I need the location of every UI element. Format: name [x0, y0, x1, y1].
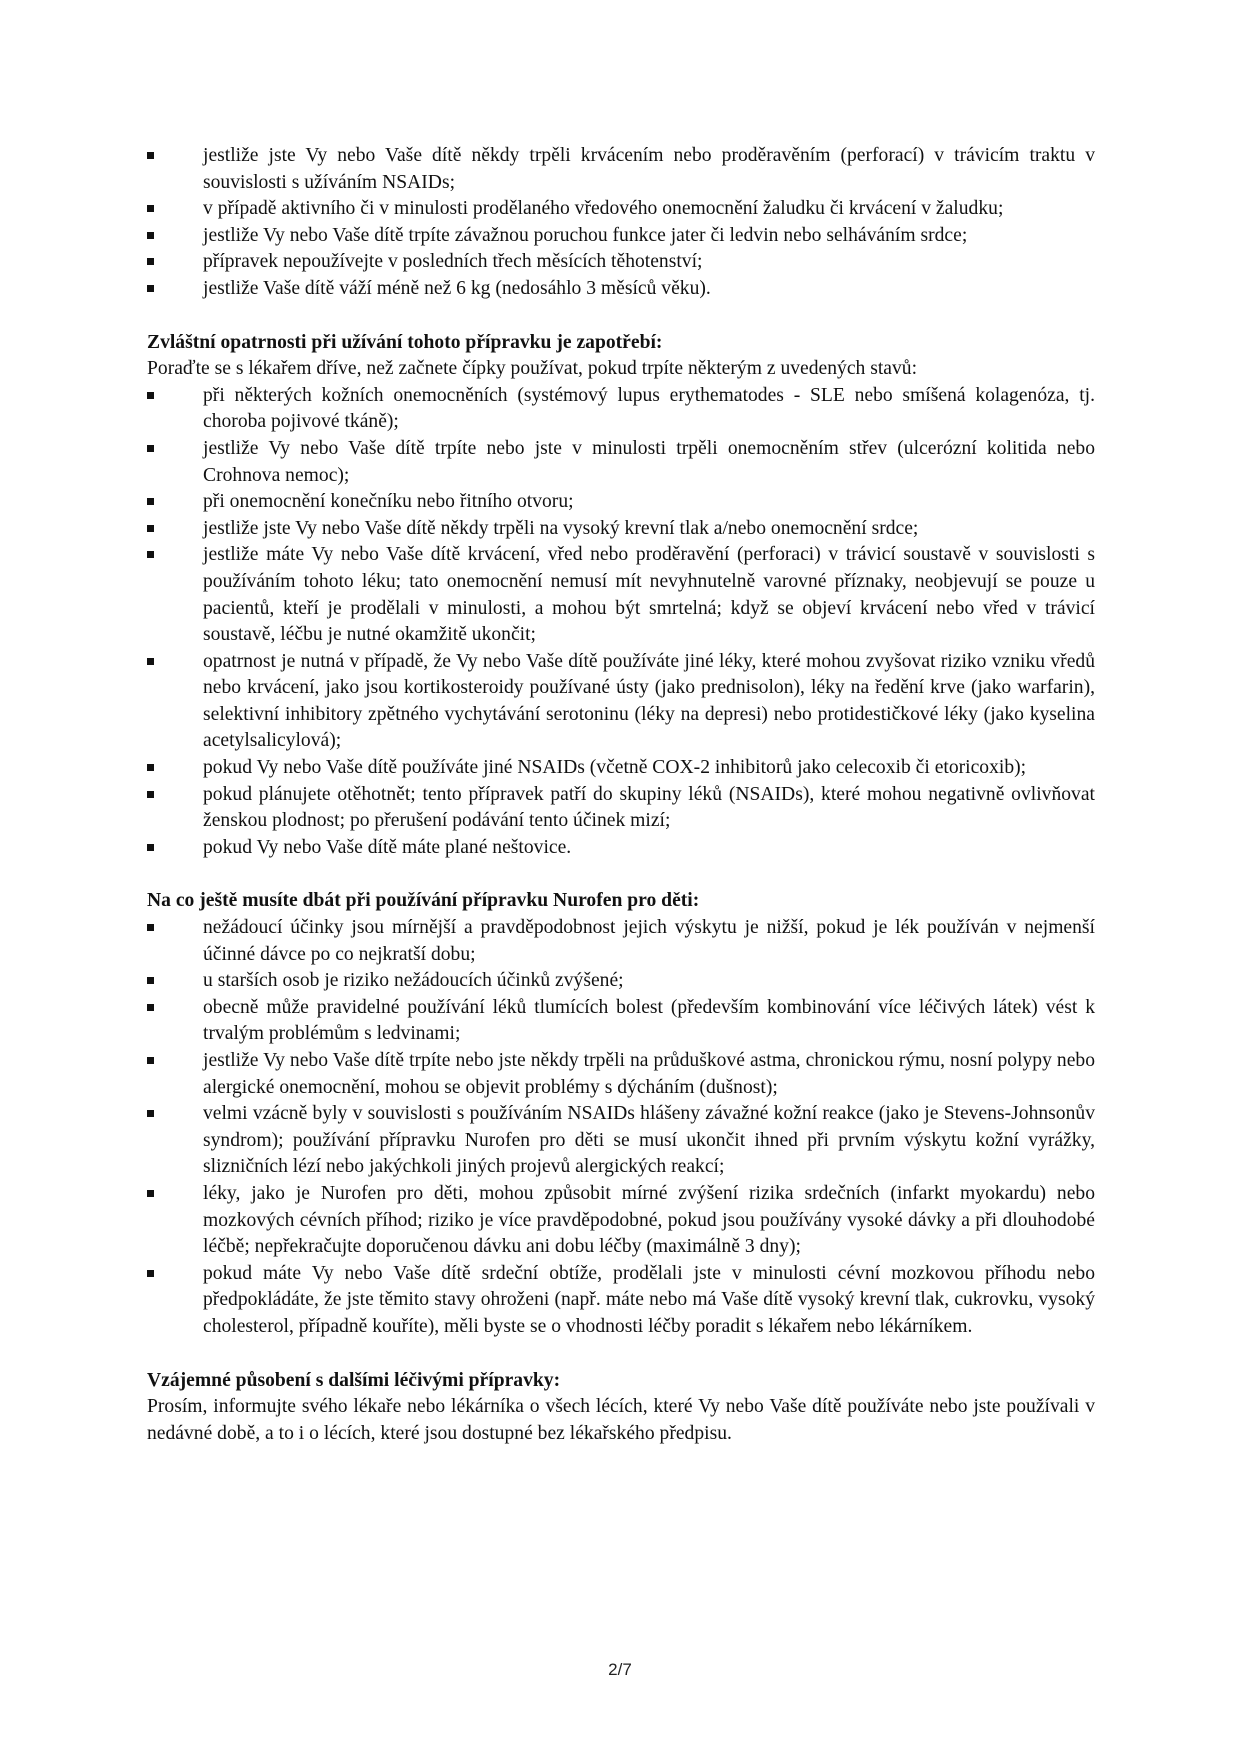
square-bullet-icon [147, 285, 154, 292]
list-item-text: pokud Vy nebo Vaše dítě používáte jiné NSAIDs (včetně COX-2 inhibitorů jako celecoxib či etoricoxib); [203, 757, 1027, 779]
page-number: 2/7 [608, 1660, 632, 1679]
square-bullet-icon [147, 1004, 154, 1011]
caution-heading: Zvláštní opatrnosti při užívání tohoto přípravku je zapotřebí: [147, 331, 663, 353]
list-item [147, 968, 1095, 995]
square-bullet-icon [147, 844, 154, 851]
square-bullet-icon [147, 1270, 154, 1277]
list-item-text: u starších osob je riziko nežádoucích účinků zvýšené; [203, 970, 624, 992]
list-item-text: velmi vzácně byly v souvislosti s používáním NSAIDs hlášeny závažné kožní reakce (jako je Stevens-Johnsonův syndrom); používání přípravku Nurofen pro děti se musí ukončit ihned při prvním výskytu kožní vyrážky, slizničních lézí nebo jakýchkoli jiných projevů alergických reakcí; [203, 1103, 1095, 1178]
interactions-text: Prosím, informujte svého lékaře nebo lékárníka o všech lécích, které Vy nebo Vaše dítě používáte nebo jste používali v nedávné době, a to i o lécích, které jsou dostupné bez lékařského předpisu. [147, 1396, 1095, 1444]
list-item [147, 1101, 1095, 1181]
list-item [147, 196, 1095, 223]
list-item-text: jestliže máte Vy nebo Vaše dítě krvácení, vřed nebo proděravění (perforaci) v trávicí soustavě v souvislosti s používáním tohoto léku; tato onemocnění nemusí mít nevyhnutelně varovné příznaky, neobjevují se pouze u pacientů, kteří je prodělali v minulosti, a mohou být smrtelná; když se objeví krvácení nebo vřed v trávicí soustavě, léčbu je nutné okamžitě ukončit; [203, 544, 1095, 646]
square-bullet-icon [147, 498, 154, 505]
list-item [147, 995, 1095, 1048]
list-item-text: pokud Vy nebo Vaše dítě máte plané neštovice. [203, 836, 572, 858]
square-bullet-icon [147, 658, 154, 665]
list-item-text: jestliže jste Vy nebo Vaše dítě někdy trpěli na vysoký krevní tlak a/nebo onemocnění srdce; [203, 517, 919, 539]
list-item-text: jestliže Vy nebo Vaše dítě trpíte nebo jste v minulosti trpěli onemocněním střev (ulcerózní kolitida nebo Crohnova nemoc); [203, 437, 1095, 486]
list-item [147, 489, 1095, 516]
list-item-text: jestliže jste Vy nebo Vaše dítě někdy trpěli krvácením nebo proděravěním (perforací) v trávicím traktu v souvislosti s užíváním NSAIDs; [203, 145, 1095, 193]
list-item-text: léky, jako je Nurofen pro děti, mohou způsobit mírné zvýšení rizika srdečních (infarkt myokardu) nebo mozkových cévních příhod; riziko je více pravděpodobné, pokud jsou používány vysoké dávky a při dlouhodobé léčbě; nepřekračujte doporučenou dávku ani dobu léčby (maximálně 3 dny); [203, 1182, 1095, 1258]
list-item [147, 276, 1095, 303]
document-page [147, 143, 1095, 1447]
list-item-text: přípravek nepoužívejte v posledních třech měsících těhotenství; [203, 251, 703, 273]
square-bullet-icon [147, 924, 154, 931]
list-item [147, 649, 1095, 755]
list-item [147, 436, 1095, 489]
list-item [147, 915, 1095, 968]
square-bullet-icon [147, 764, 154, 771]
list-item-text: jestliže Vaše dítě váží méně než 6 kg (nedosáhlo 3 měsíců věku). [203, 277, 711, 299]
square-bullet-icon [147, 1110, 154, 1117]
list-item-text: jestliže Vy nebo Vaše dítě trpíte závažnou poruchou funkce jater či ledvin nebo selháváním srdce; [203, 224, 968, 246]
square-bullet-icon [147, 258, 154, 265]
list-item-text: pokud plánujete otěhotnět; tento přípravek patří do skupiny léků (NSAIDs), které mohou negativně ovlivňovat ženskou plodnost; po přerušení podávání tento účinek mizí; [203, 783, 1095, 832]
square-bullet-icon [147, 392, 154, 399]
attention-list [147, 915, 1095, 1341]
square-bullet-icon [147, 551, 154, 558]
list-item-text: opatrnost je nutná v případě, že Vy nebo Vaše dítě používáte jiné léky, které mohou zvyšovat riziko vzniku vředů nebo krvácení, jako jsou kortikosteroidy používané ústy (jako prednisolon), léky na ředění krve (jako warfarin), selektivní inhibitory zpětného vychytávání serotoninu (léky na depresi) nebo protidestičkové léky (jako kyselina acetylsalicylová); [203, 650, 1095, 752]
list-item [147, 755, 1095, 782]
list-item-text: jestliže Vy nebo Vaše dítě trpíte nebo jste někdy trpěli na průduškové astma, chronickou rýmu, nosní polypy nebo alergické onemocnění, mohou se objevit problémy s dýcháním (dušnost); [203, 1050, 1095, 1098]
square-bullet-icon [147, 232, 154, 239]
square-bullet-icon [147, 791, 154, 798]
list-item-text: pokud máte Vy nebo Vaše dítě srdeční obtíže, prodělali jste v minulosti cévní mozkovou příhodu nebo předpokládáte, že jste těmito stavy ohroženi (např. máte nebo má Vaše dítě vysoký krevní tlak, cukrovku, vysoký cholesterol, případně kouříte), měli byste se o vhodnosti léčby poradit s lékařem nebo lékárníkem. [203, 1262, 1095, 1337]
list-item [147, 835, 1095, 862]
square-bullet-icon [147, 977, 154, 984]
square-bullet-icon [147, 205, 154, 212]
list-item [147, 143, 1095, 196]
contraindications-list [147, 143, 1095, 303]
list-item-text: nežádoucí účinky jsou mírnější a pravděpodobnost jejich výskytu je nižší, pokud je lék používán v nejmenší účinné dávce po co nejkratší dobu; [203, 917, 1095, 965]
square-bullet-icon [147, 1190, 154, 1197]
list-item-text: obecně může pravidelné používání léků tlumících bolest (především kombinování více léčivých látek) vést k trvalým problémům s ledvinami; [203, 996, 1095, 1045]
list-item [147, 1048, 1095, 1101]
list-item [147, 1181, 1095, 1261]
interactions-heading: Vzájemné působení s dalšími léčivými přípravky: [147, 1369, 561, 1391]
attention-heading: Na co ještě musíte dbát při používání přípravku Nurofen pro děti: [147, 890, 700, 912]
list-item [147, 223, 1095, 250]
caution-list [147, 383, 1095, 862]
list-item [147, 1261, 1095, 1341]
list-item-text: při některých kožních onemocněních (systémový lupus erythematodes - SLE nebo smíšená kolagenóza, tj. choroba pojivové tkáně); [203, 384, 1095, 433]
list-item [147, 782, 1095, 835]
caution-intro: Poraďte se s lékařem dříve, než začnete čípky používat, pokud trpíte některým z uvedených stavů: [147, 358, 918, 380]
list-item [147, 383, 1095, 436]
list-item-text: při onemocnění konečníku nebo řitního otvoru; [203, 491, 574, 513]
square-bullet-icon [147, 1057, 154, 1064]
list-item [147, 249, 1095, 276]
list-item-text: v případě aktivního či v minulosti prodělaného vředového onemocnění žaludku či krvácení v žaludku; [203, 198, 1004, 220]
list-item [147, 516, 1095, 543]
square-bullet-icon [147, 445, 154, 452]
list-item [147, 542, 1095, 648]
square-bullet-icon [147, 525, 154, 532]
square-bullet-icon [147, 152, 154, 159]
